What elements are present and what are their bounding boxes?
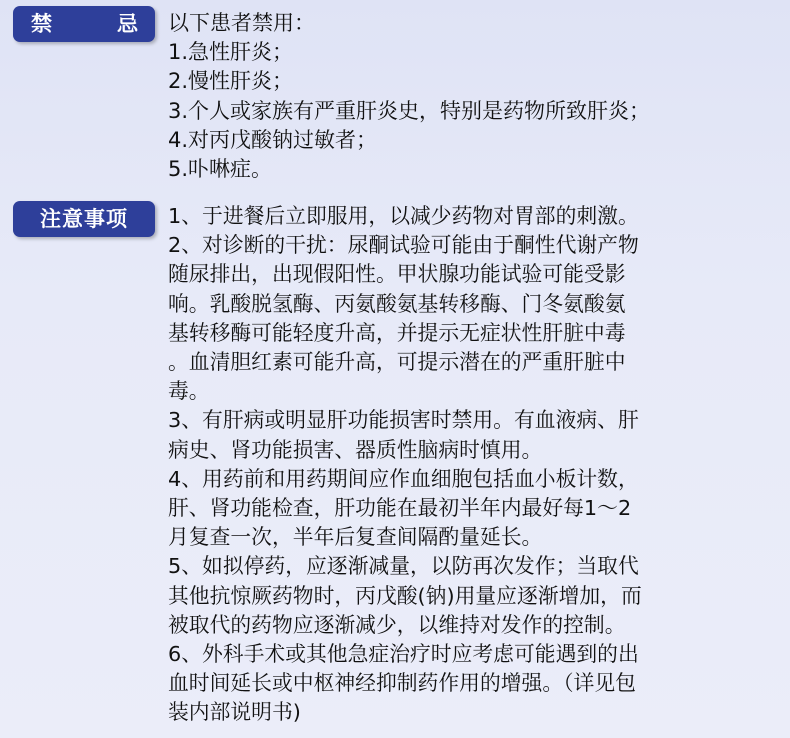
precautions-line: 被取代的药物应逐渐减少，以维持对发作的控制。 (168, 612, 626, 637)
precautions-line: 毒。 (168, 379, 210, 404)
precautions-label: 注意事项 (13, 201, 155, 237)
contraindications-label-char-2: 忌 (117, 12, 138, 36)
contraindications-label-char-1: 禁 (31, 12, 52, 36)
precautions-text (168, 202, 764, 728)
precautions-line: 血时间延长或中枢神经抑制药作用的增强。（详见包 (168, 671, 636, 696)
precautions-line: 病史、肾功能损害、器质性脑病时慎用。 (168, 437, 543, 462)
precautions-line: 6、外科手术或其他急症治疗时应考虑可能遇到的出 (168, 642, 639, 667)
precautions-line: 4、用药前和用药期间应作血细胞包括血小板计数， (168, 466, 639, 491)
contraindications-line: 2.慢性肝炎； (168, 69, 294, 94)
precautions-line: 其他抗惊厥药物时，丙戊酸(钠)用量应逐渐增加，而 (168, 583, 642, 608)
precautions-line: 月复查一次，半年后复查间隔酌量延长。 (168, 525, 543, 550)
precautions-line: 1、于进餐后立即服用，以减少药物对胃部的刺激。 (168, 204, 639, 228)
precautions-line: 。血清胆红素可能升高，可提示潜在的严重肝脏中 (168, 350, 626, 375)
contraindications-line: 以下患者禁用： (168, 11, 315, 35)
precautions-line: 5、如拟停药，应逐渐减量，以防再次发作；当取代 (168, 554, 639, 579)
contraindications-line: 1.急性肝炎； (168, 40, 294, 65)
contraindications-label (13, 6, 155, 42)
contraindications-line: 3.个人或家族有严重肝炎史，特别是药物所致肝炎； (168, 98, 651, 123)
precautions-line: 装内部说明书) (168, 700, 301, 725)
precautions-line: 2、对诊断的干扰：尿酮试验可能由于酮性代谢产物 (168, 233, 639, 258)
contraindications-line: 4.对丙戊酸钠过敏者； (168, 127, 378, 152)
precautions-line: 响。乳酸脱氢酶、丙氨酸氨基转移酶、门冬氨酸氨 (168, 291, 626, 316)
precautions-line: 肝、肾功能检查，肝功能在最初半年内最好每1～2 (168, 496, 632, 521)
precautions-line: 3、有肝病或明显肝功能损害时禁用。有血液病、肝 (168, 408, 639, 433)
precautions-line: 随尿排出，出现假阳性。甲状腺功能试验可能受影 (168, 262, 626, 287)
precautions-line: 基转移酶可能轻度升高，并提示无症状性肝脏中毒 (168, 320, 626, 345)
contraindications-text (168, 9, 764, 184)
contraindications-line: 5.卟啉症。 (168, 157, 273, 182)
